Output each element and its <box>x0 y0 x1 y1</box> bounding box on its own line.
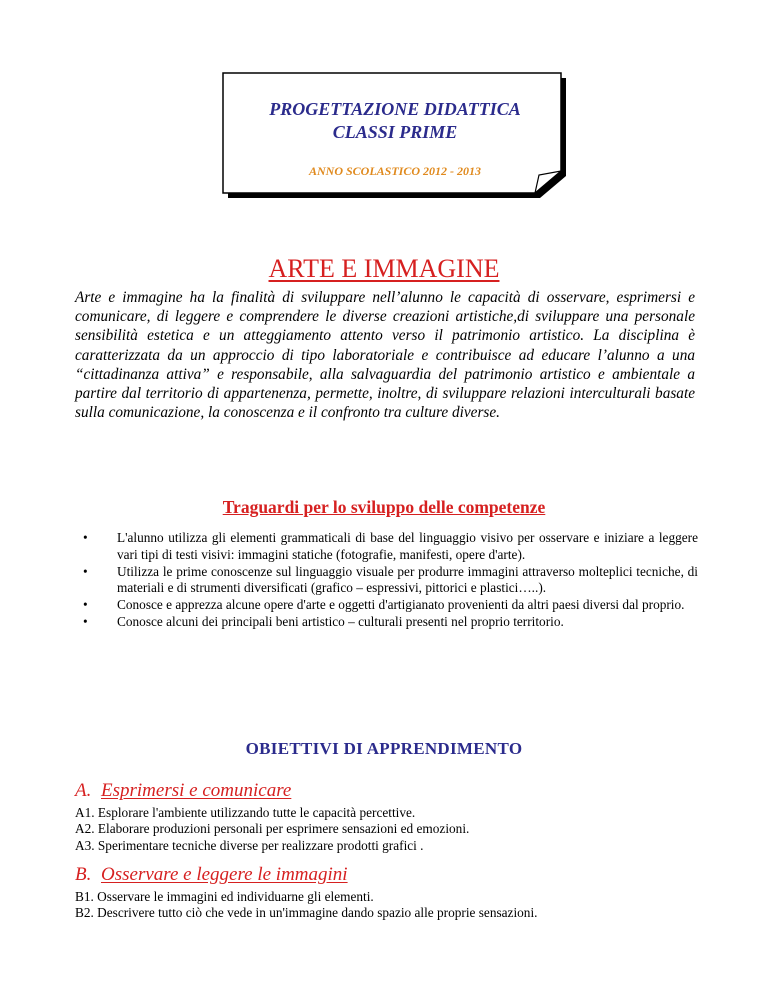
list-item: • L'alunno utilizza gli elementi grammaticali di base del linguaggio visivo per osservare e iniziare a leggere vari tipi di testi visivi: immagini statiche (fotografie, manifesti, opere d'arte). <box>75 530 698 564</box>
page-title: ARTE E IMMAGINE <box>268 254 500 283</box>
header-box <box>222 72 568 200</box>
list-item: A1. Esplorare l'ambiente utilizzando tutte le capacità percettive. <box>75 805 416 820</box>
section-b-list <box>75 889 715 922</box>
section-b-letter: B. <box>75 864 92 885</box>
header-title <box>222 98 568 144</box>
list-item: B1. Osservare le immagini ed individuarne gli elementi. <box>75 889 374 904</box>
section-a-list <box>75 805 715 854</box>
traguardi-list <box>75 530 698 631</box>
traguardi-title: Traguardi per lo sviluppo delle competenze <box>222 497 546 517</box>
intro-paragraph: Arte e immagine ha la finalità di sviluppare nell’alunno le capacità di osservare, esprimersi e comunicare, di leggere e comprendere le diverse creazioni artistiche,di sviluppare una personale sensibilità estetica e un atteggiamento attento verso il patrimonio artistico. La disciplina è caratterizzata da un approccio di tipo laboratoriale e contribuisce ad educare l’alunno a una “cittadinanza attiva” e responsabile, alla salvaguardia del patrimonio artistico e ambientale a partire dal territorio di appartenenza, permette, inoltre, di sviluppare relazioni interculturali basate sulla comunicazione, la conoscenza e il confronto tra culture diverse. <box>75 289 695 422</box>
school-year: ANNO SCOLASTICO 2012 - 2013 <box>308 164 482 178</box>
section-a-letter: A. <box>75 780 92 801</box>
section-a-label: Esprimersi e comunicare <box>101 780 292 801</box>
list-item: • Utilizza le prime conoscenze sul linguaggio visuale per produrre immagini attraverso molteplici tecniche, di materiali e di strumenti diversificati (grafico – espressivi, pittorici e plastici…..). <box>75 564 698 598</box>
header-title-line1: PROGETTAZIONE DIDATTICA <box>269 99 521 119</box>
section-b-label: Osservare e leggere le immagini <box>101 864 348 885</box>
header-title-line2: CLASSI PRIME <box>332 122 458 142</box>
section-b-title <box>75 864 348 886</box>
list-item: • Conosce alcuni dei principali beni artistico – culturali presenti nel proprio territorio. <box>75 614 698 631</box>
list-item: A2. Elaborare produzioni personali per esprimere sensazioni ed emozioni. <box>75 821 470 837</box>
list-item: • Conosce e apprezza alcune opere d'arte e oggetti d'artigianato provenienti da altri paesi diversi dal proprio. <box>75 597 698 614</box>
list-item: B2. Descrivere tutto ciò che vede in un'immagine dando spazio alle proprie sensazioni. <box>75 905 538 921</box>
list-item: A3. Sperimentare tecniche diverse per realizzare prodotti grafici . <box>75 837 424 853</box>
section-a-title <box>75 780 291 802</box>
obiettivi-title: OBIETTIVI DI APPRENDIMENTO <box>245 739 523 758</box>
